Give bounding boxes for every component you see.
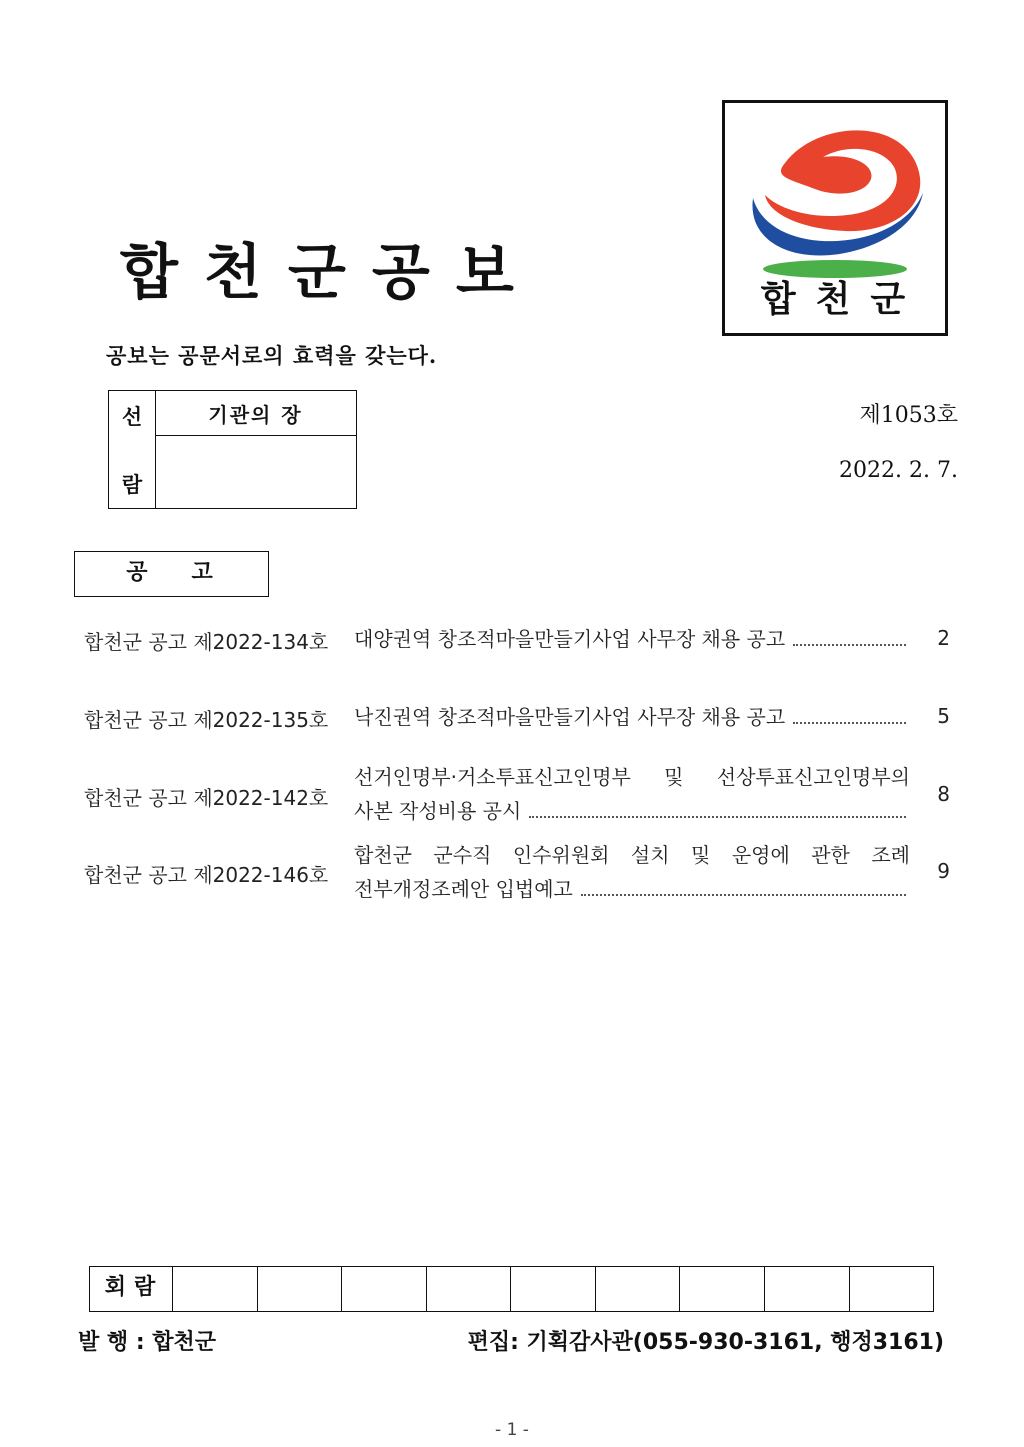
- notice-title-line: 사본 작성비용 공시: [354, 799, 522, 823]
- notice-page: 5: [937, 704, 950, 728]
- circulation-table: [89, 1266, 934, 1312]
- notice-number: 합천군 공고 제2022-146호: [84, 863, 329, 887]
- notice-page: 2: [937, 626, 950, 650]
- circulation-cell: [765, 1267, 850, 1311]
- circulation-cell: [258, 1267, 343, 1311]
- approval-divider: [155, 435, 356, 436]
- circulation-cell: [427, 1267, 512, 1311]
- circulation-cell: [680, 1267, 765, 1311]
- notice-title-line: 전부개정조례안 입법예고: [354, 877, 573, 901]
- dot-leader: [529, 794, 906, 818]
- approval-label-bottom: 람: [121, 473, 143, 497]
- dot-leader: [793, 622, 906, 646]
- notice-title[interactable]: [354, 622, 910, 656]
- section-label: 공고: [74, 551, 269, 597]
- approval-box: [108, 390, 357, 509]
- notice-number: 합천군 공고 제2022-142호: [84, 786, 329, 810]
- notice-title-line: 선거인명부·거소투표신고인명부 및 선상투표신고인명부의: [354, 765, 910, 789]
- dot-leader: [793, 700, 906, 724]
- notice-title-line: 대양권역 창조적마을만들기사업 사무장 채용 공고: [354, 627, 786, 651]
- circulation-cell: [850, 1267, 934, 1311]
- dot-leader: [581, 872, 906, 896]
- circulation-label: 회람: [90, 1267, 173, 1311]
- notice-page: 8: [937, 782, 950, 806]
- notice-number: 합천군 공고 제2022-134호: [84, 630, 329, 654]
- circulation-cell: [342, 1267, 427, 1311]
- hapcheon-logo: [722, 100, 948, 336]
- publisher: 발 행 : 합천군: [78, 1330, 217, 1355]
- notice-title-line: 합천군 군수직 인수위원회 설치 및 운영에 관한 조례: [354, 843, 910, 867]
- editor-contact: 편집: 기획감사관(055-930-3161, 행정3161): [467, 1330, 944, 1355]
- notice-title-line: 낙진권역 창조적마을만들기사업 사무장 채용 공고: [354, 705, 786, 729]
- circulation-cell: [173, 1267, 258, 1311]
- approval-header: 기관의 장: [208, 403, 303, 427]
- issue-date: 2022. 2. 7.: [839, 458, 958, 483]
- gazette-title: 합천군공보: [120, 238, 540, 308]
- notice-number: 합천군 공고 제2022-135호: [84, 708, 329, 732]
- notice-title[interactable]: [354, 838, 910, 906]
- notice-title[interactable]: [354, 760, 910, 828]
- gazette-subtitle: 공보는 공문서로의 효력을 갖는다.: [106, 343, 438, 368]
- notice-title[interactable]: [354, 700, 910, 734]
- circulation-cell: [596, 1267, 681, 1311]
- approval-label-top: 선: [121, 405, 143, 429]
- circulation-cell: [511, 1267, 596, 1311]
- issue-number: 제1053호: [859, 403, 958, 428]
- logo-text: 합천군: [760, 279, 926, 320]
- page-number: - 1 -: [495, 1420, 529, 1440]
- notice-page: 9: [937, 859, 950, 883]
